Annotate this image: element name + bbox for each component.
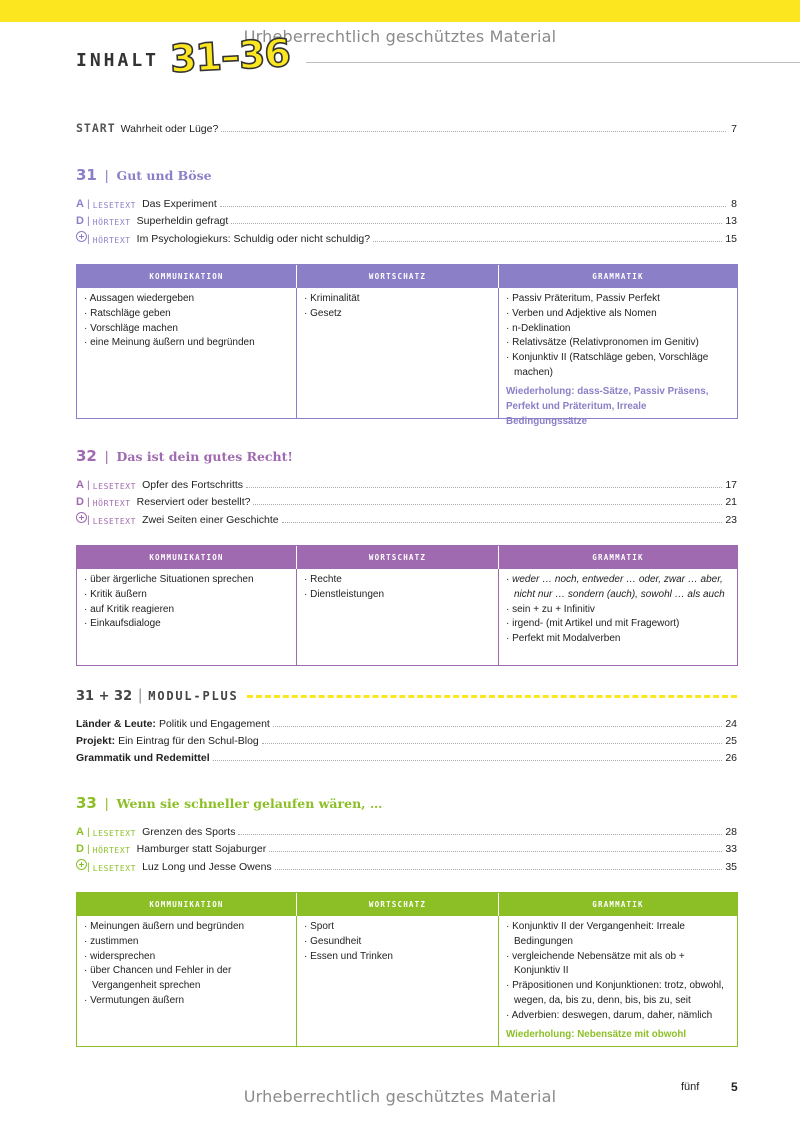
dot-leader bbox=[273, 726, 722, 727]
entry-marker bbox=[76, 512, 85, 526]
page-number-footer: 5 bbox=[731, 1080, 738, 1094]
watermark-top: Urheberrechtlich geschütztes Material bbox=[243, 27, 557, 46]
page-number-word: fünf bbox=[681, 1081, 700, 1093]
entry-text: Luz Long und Jesse Owens bbox=[142, 861, 272, 873]
unit-number: 33 bbox=[76, 794, 97, 812]
page-number: 28 bbox=[725, 826, 737, 838]
dot-leader bbox=[262, 743, 723, 744]
unit-title: Das ist dein gutes Recht! bbox=[116, 449, 293, 464]
list-item: · irgend- (mit Artikel und mit Fragewort) bbox=[506, 617, 730, 632]
list-item: · Aussagen wiedergeben bbox=[84, 292, 289, 307]
header-wortschatz: WORTSCHATZ bbox=[297, 893, 499, 916]
dot-leader bbox=[238, 834, 722, 835]
list-item: · über Chancen und Fehler in der Vergangenheit sprechen bbox=[84, 964, 289, 994]
table-header bbox=[77, 546, 737, 569]
page-number: 33 bbox=[725, 843, 737, 855]
header-kommunikation: KOMMUNIKATION bbox=[77, 546, 297, 569]
review-note: Wiederholung: dass-Sätze, Passiv Präsens, Perfekt und Präteritum, Irreale Bedingungssätze bbox=[506, 385, 709, 427]
dot-leader bbox=[213, 760, 723, 761]
entry-text: Politik und Engagement bbox=[158, 718, 270, 730]
page-number: 26 bbox=[725, 752, 737, 764]
list-item: · Vermutungen äußern bbox=[84, 994, 289, 1009]
entry-label: Grammatik und Redemittel bbox=[76, 752, 210, 764]
table-header bbox=[77, 893, 737, 916]
list-item: · Konjunktiv II der Vergangenheit: Irreale Bedingungen bbox=[506, 920, 730, 950]
overview-table-32 bbox=[76, 545, 738, 666]
list-item: · auf Kritik reagieren bbox=[84, 603, 289, 618]
plus-circle-icon bbox=[76, 231, 87, 242]
toc-entry[interactable] bbox=[76, 822, 737, 838]
dot-leader bbox=[220, 206, 726, 207]
review-note: Wiederholung: Nebensätze mit obwohl bbox=[506, 1028, 687, 1040]
header-grammatik: GRAMMATIK bbox=[592, 272, 644, 281]
table-header bbox=[77, 265, 737, 288]
list-item: · Einkaufsdialoge bbox=[84, 617, 289, 632]
title-range: 31–36 bbox=[168, 30, 291, 82]
page-number: 8 bbox=[731, 198, 737, 210]
list-item: · Kritik äußern bbox=[84, 588, 289, 603]
column-wortschatz bbox=[297, 916, 499, 1046]
toc-entry[interactable] bbox=[76, 492, 737, 508]
entry-type: LESETEXT bbox=[92, 829, 137, 838]
unit-heading-33 bbox=[76, 794, 382, 814]
page-number: 21 bbox=[725, 496, 737, 508]
entry-text: Superheldin gefragt bbox=[136, 215, 229, 227]
entry-marker: A bbox=[76, 479, 84, 491]
overview-table-31 bbox=[76, 264, 738, 427]
table-body bbox=[77, 569, 737, 665]
dot-leader bbox=[231, 223, 722, 224]
dot-leader bbox=[221, 131, 726, 132]
list-item: · Rechte bbox=[304, 573, 491, 588]
entry-separator: | bbox=[87, 479, 90, 491]
entry-separator: | bbox=[87, 233, 90, 245]
list-item: · Vorschläge machen bbox=[84, 322, 289, 337]
modul-plus-heading bbox=[76, 686, 737, 706]
dot-leader bbox=[246, 487, 722, 488]
heading-separator: | bbox=[104, 448, 109, 464]
entry-text: Im Psychologiekurs: Schuldig oder nicht schuldig? bbox=[136, 233, 371, 245]
entry-text: Wahrheit oder Lüge? bbox=[120, 123, 219, 135]
title-word: INHALT bbox=[76, 50, 160, 71]
toc-entry[interactable] bbox=[76, 229, 737, 245]
entry-type: LESETEXT bbox=[92, 482, 137, 491]
list-item: · weder … noch, entweder … oder, zwar … aber, nicht nur … sondern (auch), sowohl … als auch bbox=[506, 573, 730, 603]
toc-entry[interactable] bbox=[76, 714, 737, 730]
entry-text: Opfer des Fortschritts bbox=[142, 479, 244, 491]
list-item: · Konjunktiv II (Ratschläge geben, Vorschläge machen) bbox=[506, 351, 730, 381]
title-divider bbox=[306, 62, 800, 63]
column-kommunikation bbox=[77, 916, 297, 1046]
page-number: 23 bbox=[725, 514, 737, 526]
list-item: · Sport bbox=[304, 920, 491, 935]
heading-separator: | bbox=[138, 687, 143, 704]
page-number: 24 bbox=[725, 718, 737, 730]
entry-separator: | bbox=[87, 843, 90, 855]
entry-marker: A bbox=[76, 198, 84, 210]
list-item: · widersprechen bbox=[84, 950, 289, 965]
column-kommunikation bbox=[77, 569, 297, 665]
unit-title: Gut und Böse bbox=[116, 168, 212, 183]
entry-separator: | bbox=[87, 514, 90, 526]
page-number: 7 bbox=[731, 123, 737, 135]
modul-divider bbox=[247, 695, 737, 698]
list-item: · sein + zu + Infinitiv bbox=[506, 603, 730, 618]
list-item: · Essen und Trinken bbox=[304, 950, 491, 965]
list-item: · Relativsätze (Relativpronomen im Genitiv) bbox=[506, 336, 730, 351]
list-item: · Verben und Adjektive als Nomen bbox=[506, 307, 730, 322]
header-grammatik: GRAMMATIK bbox=[592, 900, 644, 909]
dot-leader bbox=[253, 504, 722, 505]
entry-label: Projekt: bbox=[76, 735, 116, 747]
dot-leader bbox=[282, 522, 723, 523]
entry-marker: D bbox=[76, 843, 84, 855]
list-item: · über ärgerliche Situationen sprechen bbox=[84, 573, 289, 588]
header-kommunikation: KOMMUNIKATION bbox=[77, 893, 297, 916]
entry-type: HÖRTEXT bbox=[92, 846, 131, 855]
column-wortschatz bbox=[297, 569, 499, 665]
page-number: 15 bbox=[725, 233, 737, 245]
list-item: · Dienstleistungen bbox=[304, 588, 491, 603]
start-label: START bbox=[76, 121, 116, 135]
list-item: · n-Deklination bbox=[506, 322, 730, 337]
entry-marker: D bbox=[76, 496, 84, 508]
entry-marker bbox=[76, 859, 85, 873]
entry-marker: A bbox=[76, 826, 84, 838]
entry-marker: D bbox=[76, 215, 84, 227]
list-item: · Gesundheit bbox=[304, 935, 491, 950]
entry-text: Das Experiment bbox=[142, 198, 217, 210]
column-kommunikation bbox=[77, 288, 297, 418]
dot-leader bbox=[373, 241, 722, 242]
toc-entry-start[interactable] bbox=[76, 119, 737, 135]
watermark-bottom: Urheberrechtlich geschütztes Material bbox=[243, 1087, 557, 1106]
list-item: · Meinungen äußern und begründen bbox=[84, 920, 289, 935]
entry-type: LESETEXT bbox=[92, 864, 137, 873]
list-item: · Gesetz bbox=[304, 307, 491, 322]
page-number: 13 bbox=[725, 215, 737, 227]
toc-entry[interactable] bbox=[76, 510, 737, 526]
plus-circle-icon bbox=[76, 512, 87, 523]
entry-text: Ein Eintrag für den Schul-Blog bbox=[118, 735, 259, 747]
list-item: · zustimmen bbox=[84, 935, 289, 950]
entry-type: HÖRTEXT bbox=[92, 218, 131, 227]
column-grammatik bbox=[499, 916, 737, 1046]
table-body bbox=[77, 288, 737, 427]
entry-label: Länder & Leute: bbox=[76, 718, 156, 730]
toc-entry[interactable] bbox=[76, 748, 737, 764]
entry-type: HÖRTEXT bbox=[92, 236, 131, 245]
modul-number: 31 + 32 bbox=[76, 688, 133, 704]
unit-number: 32 bbox=[76, 447, 97, 465]
list-item: · Perfekt mit Modalverben bbox=[506, 632, 730, 647]
entry-type: LESETEXT bbox=[92, 517, 137, 526]
toc-entry[interactable] bbox=[76, 211, 737, 227]
header-wortschatz: WORTSCHATZ bbox=[297, 546, 499, 569]
toc-entry[interactable] bbox=[76, 857, 737, 873]
top-color-bar bbox=[0, 0, 800, 22]
entry-text: Zwei Seiten einer Geschichte bbox=[142, 514, 279, 526]
page-number: 35 bbox=[725, 861, 737, 873]
page-number: 17 bbox=[725, 479, 737, 491]
header-kommunikation: KOMMUNIKATION bbox=[77, 265, 297, 288]
toc-entry[interactable] bbox=[76, 731, 737, 747]
entry-text: Grenzen des Sports bbox=[142, 826, 236, 838]
toc-entry[interactable] bbox=[76, 475, 737, 491]
entry-text: Hamburger statt Sojaburger bbox=[136, 843, 267, 855]
header-grammatik: GRAMMATIK bbox=[592, 553, 644, 562]
dot-leader bbox=[275, 869, 723, 870]
list-item: · Adverbien: deswegen, darum, daher, nämlich bbox=[506, 1009, 730, 1024]
column-grammatik bbox=[499, 288, 737, 427]
list-item: · Kriminalität bbox=[304, 292, 491, 307]
table-body bbox=[77, 916, 737, 1046]
toc-entry[interactable] bbox=[76, 194, 737, 210]
dot-leader bbox=[269, 851, 722, 852]
plus-circle-icon bbox=[76, 859, 87, 870]
overview-table-33 bbox=[76, 892, 738, 1047]
unit-heading-32 bbox=[76, 447, 293, 467]
column-wortschatz bbox=[297, 288, 499, 418]
entry-separator: | bbox=[87, 198, 90, 210]
toc-entry[interactable] bbox=[76, 839, 737, 855]
list-item: · Präpositionen und Konjunktionen: trotz, obwohl, wegen, da, bis zu, denn, bis, bis zu, seit bbox=[506, 979, 730, 1009]
entry-type: LESETEXT bbox=[92, 201, 137, 210]
unit-heading-31 bbox=[76, 166, 212, 186]
unit-title: Wenn sie schneller gelaufen wären, … bbox=[116, 796, 383, 811]
unit-number: 31 bbox=[76, 166, 97, 184]
entry-separator: | bbox=[87, 826, 90, 838]
list-item: · Passiv Präteritum, Passiv Perfekt bbox=[506, 292, 730, 307]
column-grammatik bbox=[499, 569, 737, 665]
entry-separator: | bbox=[87, 496, 90, 508]
modul-title: MODUL-PLUS bbox=[148, 689, 239, 703]
header-wortschatz: WORTSCHATZ bbox=[297, 265, 499, 288]
list-item: · vergleichende Nebensätze mit als ob + Konjunktiv II bbox=[506, 950, 730, 980]
heading-separator: | bbox=[104, 795, 109, 811]
list-item: · Ratschläge geben bbox=[84, 307, 289, 322]
list-item: · eine Meinung äußern und begründen bbox=[84, 336, 289, 351]
page-number: 25 bbox=[725, 735, 737, 747]
entry-separator: | bbox=[87, 215, 90, 227]
entry-separator: | bbox=[87, 861, 90, 873]
heading-separator: | bbox=[104, 167, 109, 183]
entry-type: HÖRTEXT bbox=[92, 499, 131, 508]
entry-marker bbox=[76, 231, 85, 245]
entry-text: Reserviert oder bestellt? bbox=[136, 496, 251, 508]
